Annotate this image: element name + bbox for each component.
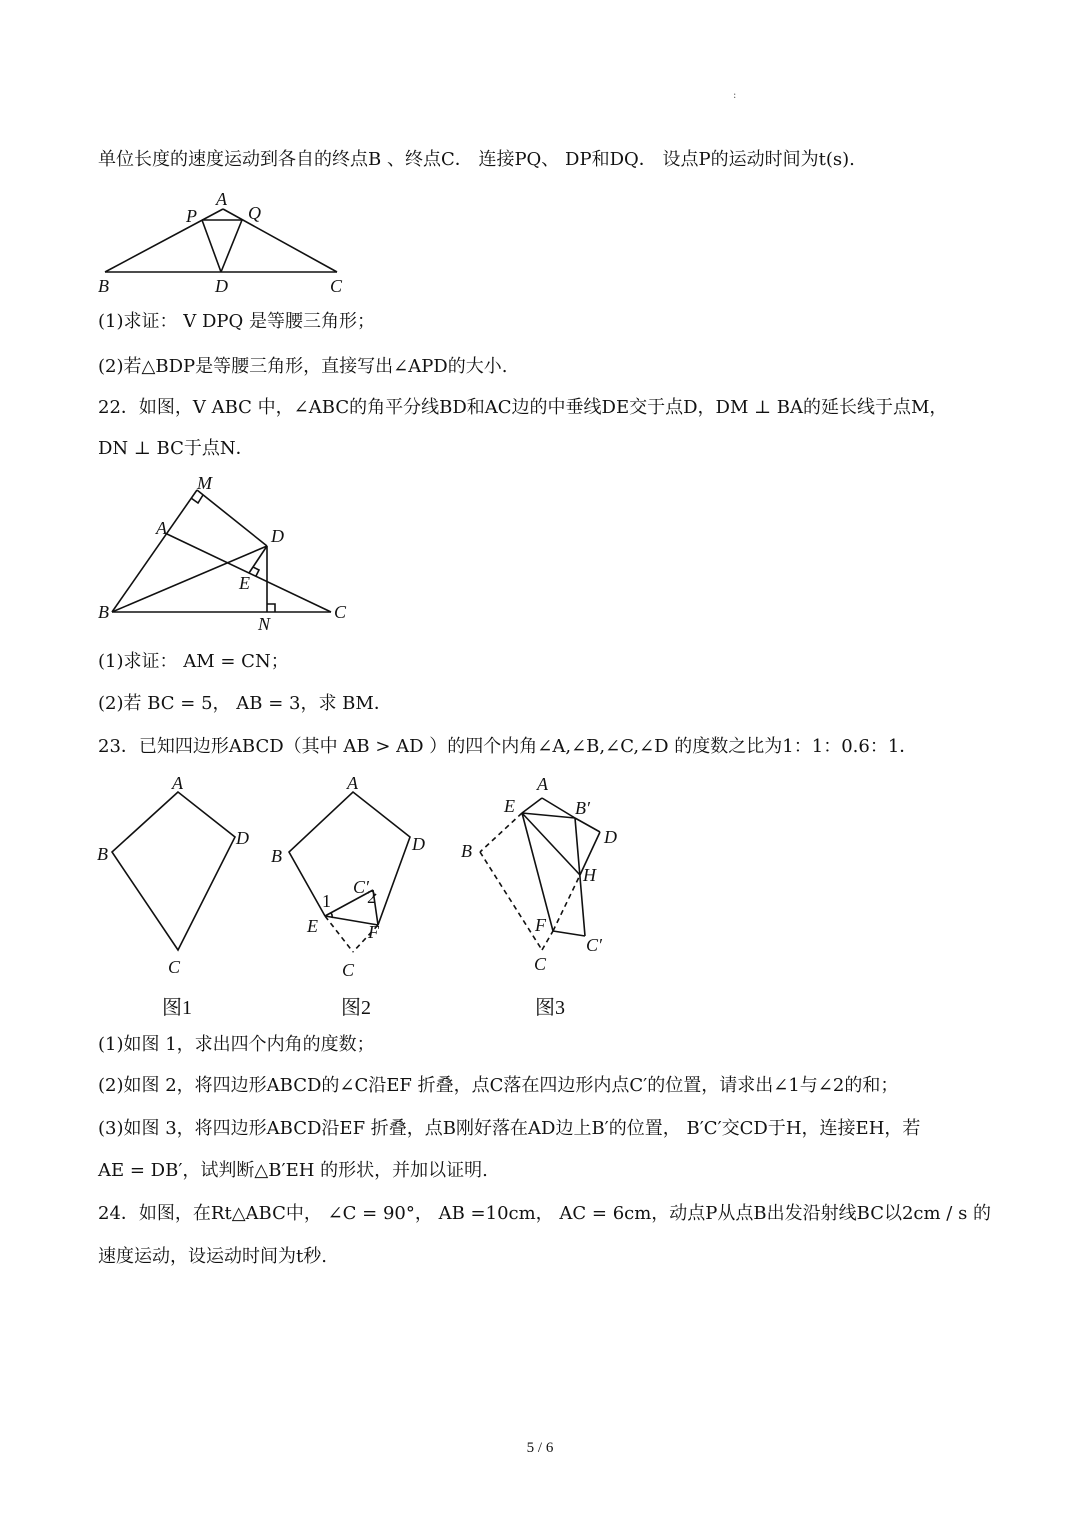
label-E: E [307,916,318,936]
line-q23-part3a: (3)如图 3，将四边形ABCD沿EF 折叠，点B刚好落在AD边上B′的位置， B′C′交CD于H，连接EH，若 [98,1118,921,1139]
label-B1: B′ [575,798,590,818]
label-N: N [258,614,271,634]
label-E: E [504,796,515,816]
label-B: B [271,846,282,866]
figure-q23-1 [90,770,270,985]
segment-BA [105,209,223,272]
boundary-EBADF [289,792,410,925]
label-E: E [239,573,250,593]
label-Q: Q [248,203,261,223]
label-B: B [98,276,109,296]
line-q23-stem: 23．已知四边形ABCD（其中 AB > AD ）的四个内角∠A,∠B,∠C,∠D 的度数之比为1：1：0.6：1． [98,736,918,757]
figure-caption-1: 图1 [162,997,192,1019]
label-F: F [368,922,379,942]
label-C1: C′ [586,935,602,955]
label-A: A [172,773,183,793]
line-q23-part1: (1)如图 1，求出四个内角的度数； [98,1034,375,1055]
label-P: P [186,206,197,226]
label-D: D [236,828,249,848]
dashed-EB [480,813,522,852]
label-D: D [271,526,284,546]
label-angle-1: 1 [322,891,331,911]
figure-q21 [90,185,370,300]
segment-DQ [221,220,242,272]
figure-q23-3 [455,770,645,985]
label-A: A [347,773,358,793]
label-C: C [330,276,343,296]
label-B: B [98,602,109,622]
page-number: 5 / 6 [526,1440,554,1456]
line-q22-part2: (2)若 BC = 5， AB = 3，求 BM． [98,693,392,714]
label-C: C [534,954,547,974]
segment-MD [197,490,267,546]
label-C: C [168,957,181,977]
label-C: C [334,602,347,622]
line-q22-stem-a: 22．如图，V ABC 中，∠ABC的角平分线BD和AC边的中垂线DE交于点D，DM ⊥ BA的延长线于点M， [98,397,948,418]
label-F: F [535,915,546,935]
segment-AC [223,209,337,272]
quadrilateral-ABCD [112,792,235,950]
label-D: D [412,834,425,854]
dashed-BC [480,852,542,950]
line-q21-part2: (2)若△BDP是等腰三角形，直接写出∠APD的大小. [98,356,508,377]
segment-EA [522,798,542,813]
line-q22-part1: (1)求证： AM = CN； [98,651,289,672]
header-mark: : [733,90,737,101]
label-B: B [97,844,108,864]
line-q22-stem-b: DN ⊥ BC于点N． [98,438,254,459]
label-C1: C′ [353,877,369,897]
line-q21-part1: (1)求证： V DPQ 是等腰三角形； [98,311,375,332]
figure-q23-2 [265,770,445,985]
segment-DP [202,220,221,272]
figure-caption-2: 图2 [341,997,371,1019]
label-A: A [537,774,548,794]
label-M: M [197,473,212,493]
line-q21-context: 单位长度的速度运动到各自的终点B 、终点C． 连接PQ、 DP和DQ． 设点P的运动时间为t(s). [98,149,855,170]
label-D: D [215,276,228,296]
label-D: D [604,827,617,847]
label-B: B [461,841,472,861]
line-q23-part2: (2)如图 2，将四边形ABCD的∠C沿EF 折叠，点C落在四边形内点C′的位置，请求出∠1与∠2的和； [98,1075,899,1096]
dashed-FH [553,875,580,931]
figure-q22 [90,470,370,635]
segment-FC1 [553,931,585,936]
label-H: H [583,865,596,885]
dashed-EC [325,916,353,952]
line-q24-stem-a: 24．如图，在Rt△ABC中， ∠C = 90°， AB =10cm， AC = 6cm，动点P从点B出发沿射线BC以2cm / s 的 [98,1203,992,1224]
label-A: A [216,189,227,209]
line-q23-part3b: AE = DB′，试判断△B′EH 的形状，并加以证明. [98,1160,488,1181]
label-C: C [342,960,355,980]
right-angle-N [267,604,275,612]
label-angle-2: 2 [367,887,376,907]
line-q24-stem-b: 速度运动，设运动时间为t秒. [98,1246,327,1267]
figure-caption-3: 图3 [535,997,565,1019]
segment-B1D [575,818,600,832]
label-A: A [156,518,167,538]
